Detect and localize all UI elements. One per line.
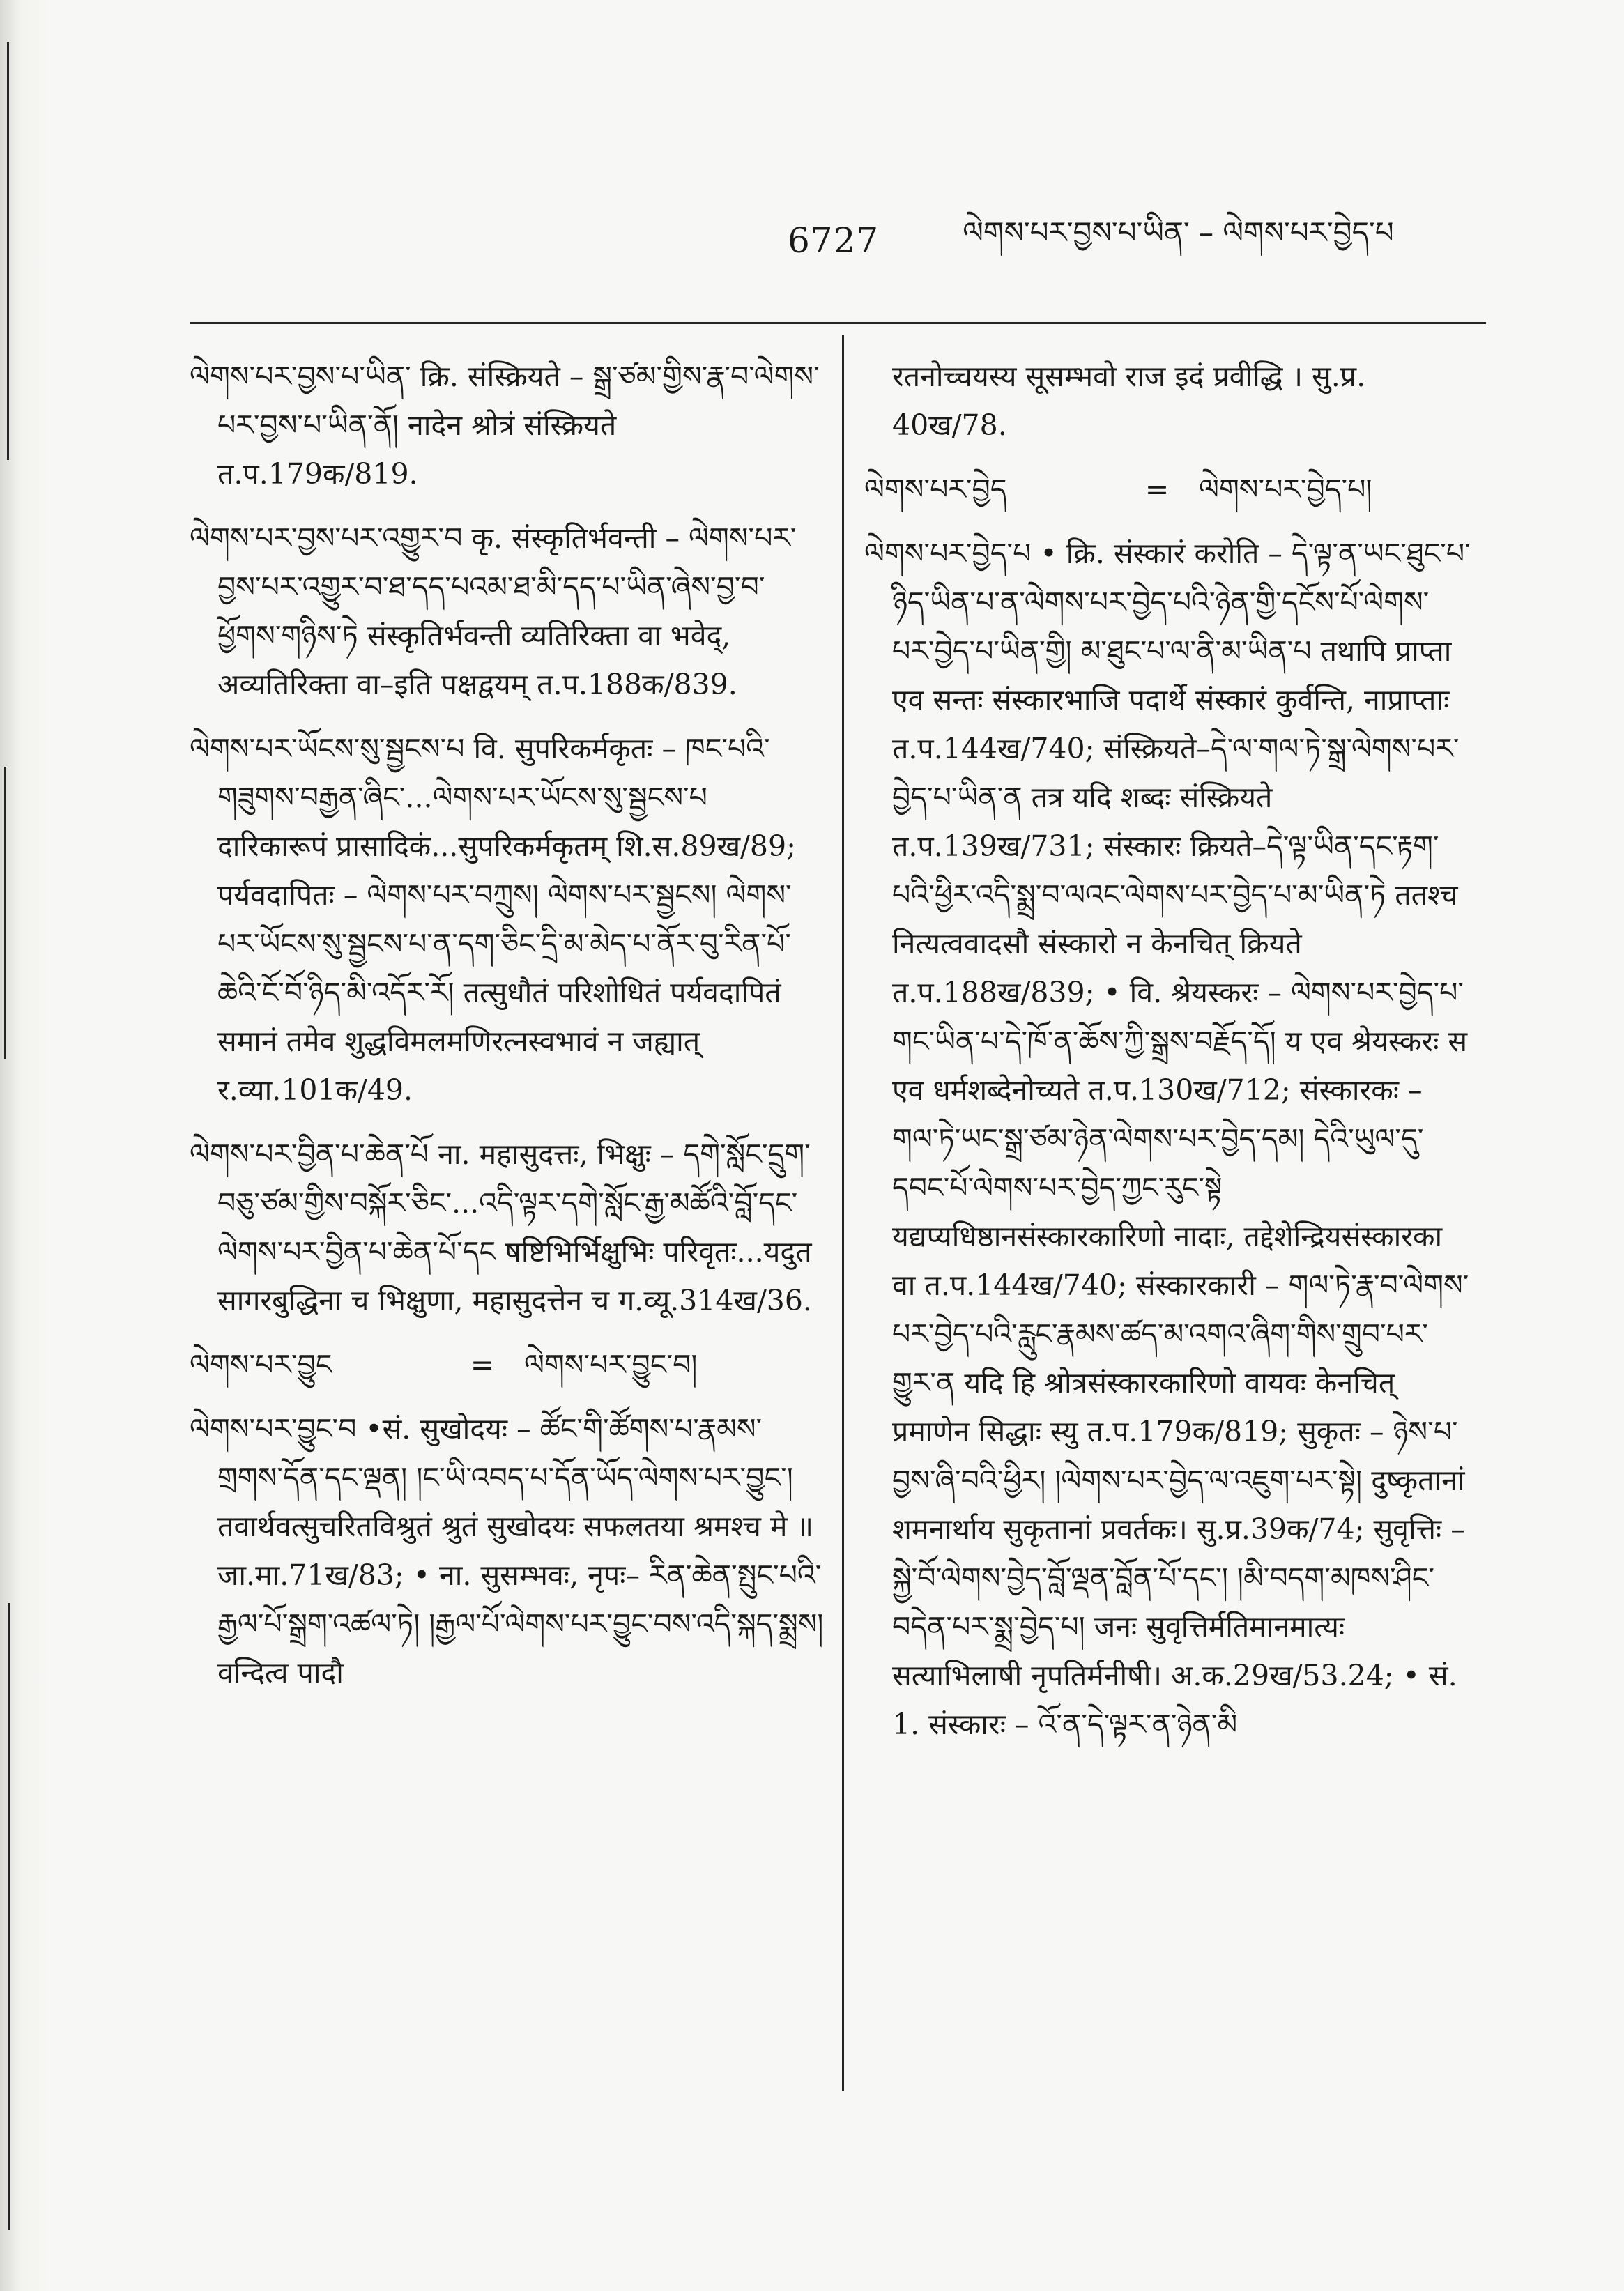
- entry-body: • क्रि. संस्कारं करोति – དེ་ལྟ་ན་ཡང་ཐུང་པ་ཉིད་ཡིན་པ་ན་ལེགས་པར་བྱེད་པའི་ཉེན་གྱི་དངོས་པོ་ལེགས་པར་བྱེད་པ་ཡིན་གྱི། མ་ཐུང་པ་ལ་ནི་མ་ཡིན་པ तथापि प्राप्ता एव सन्तः संस्कारभाजि पदार्थे संस्कारं कुर्वन्ति, नाप्राप्ताः त.प.144ख/740; संस्क्रियते–དེ་ལ་གལ་ཏེ་སྒྲ་ལེགས་པར་བྱེད་པ་ཡིན་ན तत्र यदि शब्दः संस्क्रियते त.प.139ख/731; संस्कारः क्रियते–དེ་ལྟ་ཡིན་དང་རྟག་པའི་ཕྱིར་འདི་སྨྲ་བ་ལའང་ལེགས་པར་བྱེད་པ་མ་ཡིན་ཏེ ततश्च नित्यत्ववादसौ संस्कारो न केनचित् क्रियते त.प.188ख/839; • वि. श्रेयस्करः – ལེགས་པར་བྱེད་པ་གང་ཡིན་པ་དེ་ཁོ་ན་ཆོས་ཀྱི་སྒྲས་བརྗོད་དོ། य एव श्रेयस्करः स एव धर्मशब्देनोच्यते त.प.130ख/712; संस्कारकः – གལ་ཏེ་ཡང་སྒྲ་ཙམ་ཉེན་ལེགས་པར་བྱེད་དམ། དེའི་ཡུལ་དུ་དབང་པོ་ལེགས་པར་བྱེད་ཀྱང་རུང་སྟེ यद्यप्यधिष्ठानसंस्कारकारिणो नादाः, तद्देशेन्द्रियसंस्कारका वा त.प.144ख/740; संस्कारकारी – གལ་ཏེ་རྣ་བ་ལེགས་པར་བྱེད་པའི་རླུང་རྣམས་ཚད་མ་འགའ་ཞིག་གིས་གྲུབ་པར་གྱུར་ན यदि हि श्रोत्रसंस्कारकारिणो वायवः केनचित् प्रमाणेन सिद्धाः स्यु त.प.179क/819; सुकृतः – ཉེས་པ་བྱས་ཞི་བའི་ཕྱིར། །ལེགས་པར་བྱེད་ལ་འཇུག་པར་སྟེ། दुष्कृतानां शमनार्थाय सुकृतानां प्रवर्तकः। सु.प्र.39क/74; सुवृत्तिः – སྐྱེ་བོ་ལེགས་བྱེད་བློ་ལྡན་བློན་པོ་དང་། །མི་བདག་མཁས་ཤིང་བདེན་པར་སྨྲ་བྱེད་པ། जनः सुवृत्तिर्मतिमानमात्यः सत्याभिलाषी नृपतिर्मनीषी। अ.क.29ख/53.24; • सं. 1. संस्कारः – འོ་ན་དེ་ལྟར་ན་ཉེན་མི: [892, 537, 1471, 1741]
- column-divider: [842, 335, 844, 2091]
- entry-body: वि. सुपरिकर्मकृतः – ཁང་པའི་གཟུགས་བརྒྱན་ཞིང་...ལེགས་པར་ཡོངས་སུ་སྦྱངས་པ दारिकारूपं प्रासादिकं...सुपरिकर्मकृतम् शि.स.89ख/89; पर्यवदापितः – ལེགས་པར་བཀྲུས། ལེགས་པར་སྦྱངས། ལེགས་པར་ཡོངས་སུ་སྦྱངས་པ་ན་དག་ཅིང་དྲི་མ་མེད་པ་ནོར་བུ་རིན་པོ་ཆེའི་ངོ་བོ་ཉིད་མི་འདོར་རོ། तत्सुधौतं परिशोधितं पर्यवदापितं समानं तमेव शुद्धविमलमणिरत्नस्वभावं न जह्यात् र.व्या.101क/49.: [217, 732, 796, 1107]
- dictionary-entry: [190, 1404, 824, 1697]
- entry-body: रतनोच्चयस्य सूसम्भवो राज इदं प्रवीद्धि । सु.प्र. 40ख/78.: [892, 360, 1366, 442]
- dictionary-entry: [190, 1130, 824, 1325]
- entry-body: क्रि. संस्क्रियते – སྒྲ་ཙམ་གྱིས་རྣ་བ་ལེགས་པར་བྱས་པ་ཡིན་ནོ། नादेन श्रोत्रं संस्क्रियते त.प.179क/819.: [217, 360, 820, 491]
- left-column: [190, 352, 824, 1712]
- running-head-title: ལེགས་པར་བྱས་པ་ཡིན་ – ལེགས་པར་བྱེད་པ: [963, 215, 1394, 250]
- scan-artifact-line: [8, 1603, 10, 2230]
- dictionary-entry: [190, 724, 824, 1114]
- entry-headword: ལེགས་པར་བྱེད་པ: [864, 537, 1032, 570]
- cross-reference-target: ལེགས་པར་བྱུང་བ།: [524, 1348, 698, 1381]
- dictionary-entry-continuation: [864, 352, 1471, 450]
- entry-headword: ལེགས་པར་བྱེད: [864, 473, 1007, 506]
- dictionary-entry: [864, 529, 1471, 1749]
- scan-artifact-line: [7, 42, 9, 460]
- entry-body: कृ. संस्कृतिर्भवन्ती – ལེགས་པར་བྱས་པར་འགྱུར་བ་ཐ་དད་པའམ་ཐ་མི་དད་པ་ཡིན་ཞེས་བྱ་བ་ཕྱོགས་གཉིས་ཏེ संस्कृतिर्भवन्ती व्यतिरिक्ता वा भवेद्, अव्यतिरिक्ता वा–इति पक्षद्वयम् त.प.188क/839.: [217, 521, 797, 701]
- entry-headword: ལེགས་པར་བྱིན་པ་ཆེན་པོ: [190, 1137, 429, 1171]
- header-rule: [190, 322, 1486, 324]
- entry-headword: ལེགས་པར་ཡོངས་སུ་སྦྱངས་པ: [190, 732, 465, 765]
- running-head: [788, 209, 1485, 272]
- right-column: [864, 352, 1471, 1764]
- dictionary-entry: [190, 514, 824, 709]
- entry-headword: ལེགས་པར་བྱུང་བ: [190, 1412, 357, 1446]
- dictionary-entry: [190, 352, 824, 498]
- entry-headword: ལེགས་པར་བྱས་པ་ཡིན་: [190, 360, 411, 393]
- cross-reference-entry: [190, 1340, 824, 1389]
- entry-headword: ལེགས་པར་བྱས་པར་འགྱུར་བ: [190, 521, 463, 555]
- equals-sign: =: [1144, 473, 1170, 506]
- scan-artifact-line: [4, 767, 6, 1059]
- entry-body: •सं. सुखोदयः – ཚོང་གི་ཚོགས་པ་རྣམས་གྲགས་དོན་དང་ལྡན། །ང་ཡི་འབད་པ་དོན་ཡོད་ལེགས་པར་བྱུང་། तवार्थवत्सुचरितविश्रुतं श्रुतं सुखोदयः सफलतया श्रमश्च मे ॥ जा.मा.71ख/83; • ना. सुसम्भवः, नृपः– རིན་ཆེན་སྤུང་པའི་རྒྱལ་པོ་སྒྲག་འཚལ་ཏེ། །རྒྱལ་པོ་ལེགས་པར་བྱུང་བས་འདི་སྐད་སྨྲས། वन्दित्व पादौ: [217, 1412, 824, 1689]
- page-number: 6727: [788, 220, 880, 261]
- cross-reference-entry: [864, 465, 1471, 514]
- cross-reference-target: ལེགས་པར་བྱེད་པ།: [1199, 473, 1372, 506]
- entry-headword: ལེགས་པར་བྱུང: [190, 1348, 332, 1381]
- entry-body: ना. महासुदत्तः, भिक्षुः – དགེ་སློང་དྲུག་བཅུ་ཙམ་གྱིས་བསྐོར་ཅིང་...འདི་ལྟར་དགེ་སློང་རྒྱ་མཚོའི་བློ་དང་ལེགས་པར་བྱིན་པ་ཆེན་པོ་དང षष्टिभिर्भिक्षुभिः परिवृतः...यदुत सागरबुद्धिना च भिक्षुणा, महासुदत्तेन च ग.व्यू.314ख/36.: [217, 1137, 812, 1317]
- equals-sign: =: [470, 1348, 495, 1381]
